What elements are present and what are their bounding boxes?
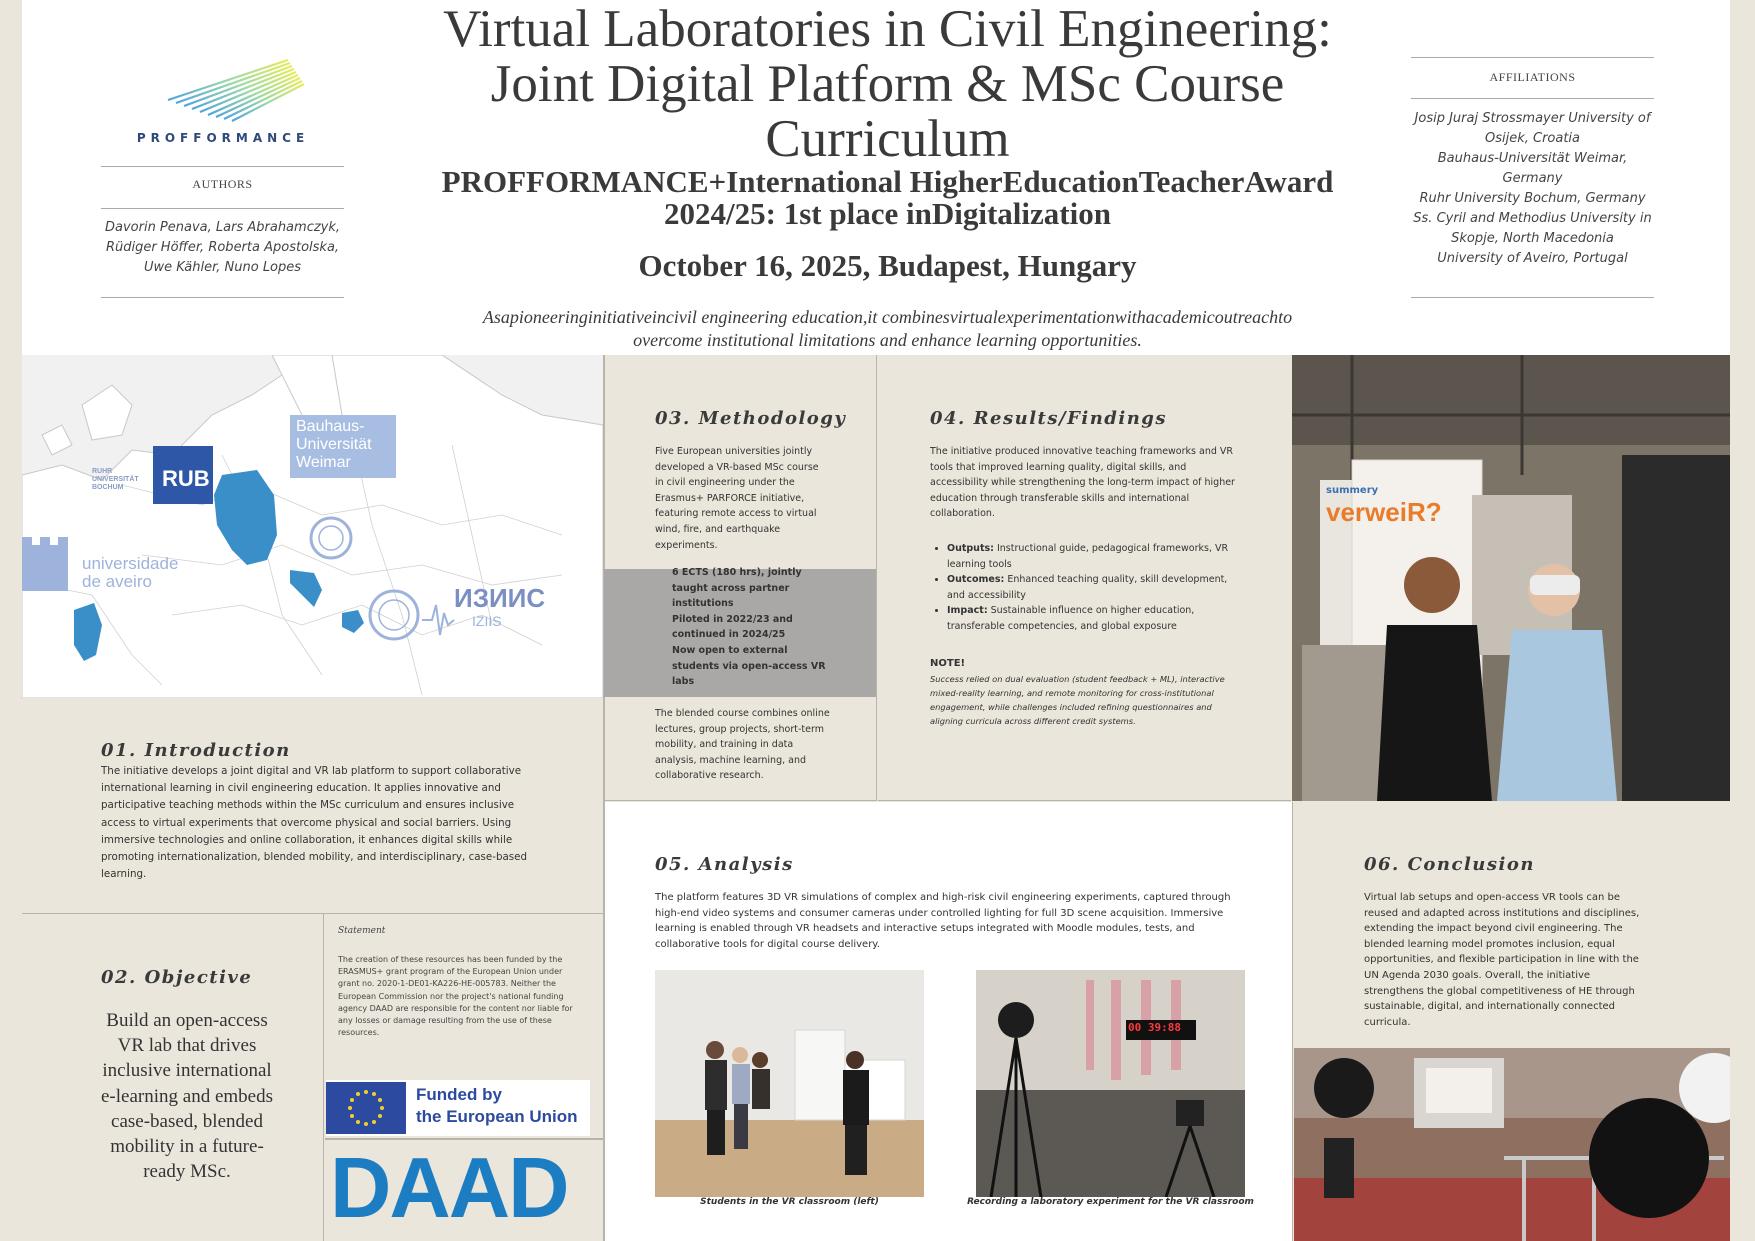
eu-funded-line1: Funded by — [416, 1085, 502, 1104]
results-note-heading: NOTE! — [930, 658, 966, 669]
europe-partner-map — [22, 355, 603, 698]
results-item-text: Instructional guide, pedagogical frameworks, VR learning tools — [947, 543, 1229, 570]
affiliation-line: Skopje, North Macedonia — [1451, 231, 1614, 246]
methodology-highlight-item: Piloted in 2022/23 and continued in 2024/25 — [672, 613, 793, 641]
tagline-line: overcome institutional limitations and enhance learning opportunities. — [633, 330, 1142, 350]
affiliation-line: Osijek, Croatia — [1484, 131, 1581, 146]
methodology-intro: Five European universities jointly developed a VR-based MSc course in civil engineering under the Erasmus+ PARFORCE initiative, featuring remote access to virtual wind, fire, and earthquake experiments. — [655, 446, 819, 551]
results-item — [947, 541, 1240, 572]
affiliation-line: Germany — [1502, 171, 1563, 186]
ruhr-label: RUHR UNIVERSITÄT BOCHUM — [92, 468, 139, 491]
authors-mid-rule — [101, 208, 344, 209]
affiliation-line: Josip Juraj Strossmayer University of — [1414, 111, 1651, 126]
introduction-text: The initiative develops a joint digital and VR lab platform to support collaborative international learning in civil engineering education. It applies innovative and participative teaching methods within the MSc curriculum and ensures inclusive access to virtual experiments that overcome physical and social barriers. Using immersive technologies and online collaboration, it enhances digital skills while promoting internationalization, blended mobility, and interdisciplinary, case-based learning. — [101, 765, 528, 881]
iziis-label: ИЗИИС — [454, 583, 546, 613]
tagline-line: Asapioneeringinitiativeincivil engineering education,it combinesvirtualexperimentationwithacademicoutreachto — [482, 307, 1293, 327]
event-date-location: October 16, 2025, Budapest, Hungary — [638, 248, 1137, 283]
title-line: Joint Digital Platform & MSc Course — [490, 55, 1285, 113]
methodology-highlights — [672, 565, 832, 690]
statement-heading: Statement — [338, 926, 386, 936]
vr-classroom-photo — [655, 970, 924, 1197]
vr-camera-rig-photo — [1294, 1048, 1730, 1241]
affiliation-line: Ruhr University Bochum, Germany — [1419, 191, 1646, 206]
author-line: Davorin Penava, Lars Abrahamczyk, — [104, 220, 341, 235]
affiliations-list — [1406, 109, 1659, 269]
poster-tagline — [370, 306, 1405, 352]
subtitle-line: 2024/25: 1st place inDigitalization — [664, 196, 1111, 231]
authors-top-rule — [101, 166, 344, 167]
affiliations-top-rule — [1411, 57, 1654, 58]
methodology-outro: The blended course combines online lectures, group projects, short-term mobility, and training in data analysis, machine learning, and collaborative research. — [655, 708, 830, 782]
lab-timer: 00 39:88 — [1128, 1021, 1181, 1034]
objective-heading: 02. Objective — [101, 967, 253, 988]
results-item — [947, 603, 1240, 634]
profformance-logo — [118, 55, 328, 145]
daad-logo: DAAD — [330, 1141, 568, 1236]
results-list — [930, 541, 1240, 635]
lab-recording-caption: Recording a laboratory experiment for the VR classroom — [967, 1197, 1254, 1207]
results-item-label: Outputs: — [947, 543, 994, 554]
methodology-highlight-item: 6 ECTS (180 hrs), jointly taught across partner institutions — [672, 567, 802, 610]
poster-title — [370, 2, 1405, 167]
authors-bottom-rule — [101, 297, 344, 298]
rub-label: RUB — [162, 466, 210, 491]
vr-classroom-caption: Students in the VR classroom (left) — [700, 1197, 879, 1207]
statement-text: The creation of these resources has been funded by the ERASMUS+ grant program of the European Union under grant no. 2020-1-DE01-KA226-HE-005783. Neither the European Commission nor the project's national funding agency DAAD are responsible for the content nor liable for any losses or damage resulting from the use of these resources. — [338, 955, 573, 1038]
results-item-label: Impact: — [947, 605, 988, 617]
methodology-heading: 03. Methodology — [655, 408, 847, 429]
iziis-sub-label: IZIIS — [472, 613, 502, 629]
author-line: Rüdiger Höffer, Roberta Apostolska, — [105, 240, 340, 255]
title-line: Virtual Laboratories in Civil Engineering: — [443, 0, 1332, 58]
affiliation-line: Ss. Cyril and Methodius University in — [1413, 211, 1652, 226]
results-item — [947, 572, 1240, 603]
banner-summary: summery — [1326, 485, 1379, 496]
affiliations-heading: AFFILIATIONS — [1489, 70, 1576, 84]
lab-recording-photo — [976, 970, 1245, 1197]
results-item-label: Outcomes: — [947, 574, 1005, 586]
results-intro: The initiative produced innovative teaching frameworks and VR tools that improved learning quality, digital skills, and accessibility while strengthening the long-term impact of higher education through transferable skills and international collaboration. — [930, 446, 1235, 520]
authors-heading: AUTHORS — [192, 177, 253, 191]
bauhaus-label: Bauhaus- Universität Weimar — [296, 418, 372, 471]
analysis-heading: 05. Analysis — [655, 854, 794, 875]
logo-wordmark: PROFFORMANCE — [136, 131, 310, 145]
results-heading: 04. Results/Findings — [930, 408, 1168, 429]
results-item-text: Enhanced teaching quality, skill development, and accessibility — [947, 574, 1228, 601]
aveiro-label: universidade de aveiro — [82, 554, 179, 591]
conclusion-heading: 06. Conclusion — [1364, 854, 1535, 875]
author-line: Uwe Kähler, Nuno Lopes — [143, 260, 302, 275]
eu-funded-logo — [326, 1080, 590, 1136]
eu-flag-icon — [326, 1082, 406, 1134]
title-line: Curriculum — [765, 110, 1010, 168]
subtitle-line: PROFFORMANCE+International HigherEducationTeacherAward — [441, 164, 1334, 199]
conclusion-text: Virtual lab setups and open-access VR tools can be reused and adapted across institutions and disciplines, extending the impact beyond civil engineering. The blended learning model promotes inclusion, equal opportunities, and flexible participation in line with the UN Agenda 2030 goals. Overall, the initiative strengthens the global competitiveness of HE through sustainable, digital, and internationally connected curricula. — [1364, 892, 1640, 1028]
logo-rays-icon — [118, 55, 328, 125]
award-subtitle — [370, 166, 1405, 230]
affiliations-mid-rule — [1411, 98, 1654, 99]
methodology-highlight-item: Now open to external students via open-access VR labs — [672, 644, 826, 688]
banner-word: verweiR? — [1326, 497, 1442, 527]
eu-funded-line2: the European Union — [416, 1107, 578, 1126]
objective-text: Build an open-access VR lab that drives inclusive international e-learning and embeds case-based, blended mobility in a future-ready MSc. — [101, 1010, 273, 1183]
results-note-text: Success relied on dual evaluation (student feedback + ML), interactive mixed-reality learning, and remote monitoring for cross-institutional engagement, while challenges included refining questionnaires and aligning curricula across different credit systems. — [930, 674, 1225, 726]
introduction-heading: 01. Introduction — [101, 740, 291, 761]
authors-list — [101, 218, 344, 278]
vr-headset-photo — [1292, 355, 1730, 801]
affiliations-bottom-rule — [1411, 297, 1654, 298]
analysis-text: The platform features 3D VR simulations of complex and high-risk civil engineering experiments, captured through high-end video systems and consumer cameras under controlled lighting for full 3D scene acquisition. Immersive learning is enabled through VR headsets and interactive setups integrated with Moodle modules, tests, and collaborative tools for digital course delivery. — [655, 892, 1231, 950]
affiliation-line: Bauhaus-Universität Weimar, — [1437, 151, 1628, 166]
affiliation-line: University of Aveiro, Portugal — [1437, 251, 1628, 266]
aveiro-logo-mark — [22, 537, 68, 591]
results-item-text: Sustainable influence on higher education, transferable competencies, and global exposure — [947, 605, 1195, 632]
